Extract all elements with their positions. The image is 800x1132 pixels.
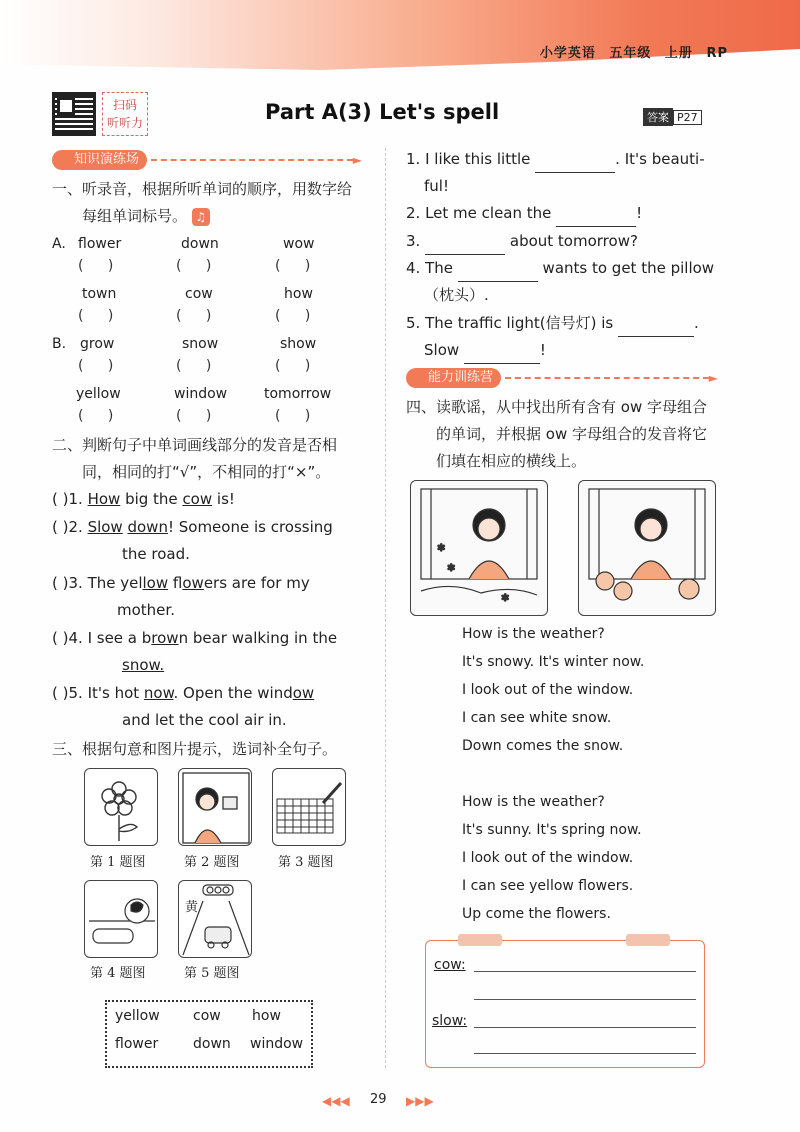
q2-instruction: 二、判断句子中单词画线部分的发音是否相 同，相同的打“√”，不相同的打“×”。 (52, 436, 338, 481)
label-slow: slow: (432, 1013, 468, 1029)
answer-tag[interactable]: 答案 P27 (643, 108, 702, 126)
arrow-icon: ► (708, 371, 718, 385)
r-sentence-4: 4. The wants to get the pillow （枕头）. (406, 259, 715, 304)
r-sentence-2: 2. Let me clean the ! (406, 200, 642, 227)
next-arrows-icon: ▶▶▶ (406, 1094, 434, 1108)
song-text: How is the weather? It's snowy. It's winter now. I look out of the window. I can see white snow. Down comes the snow. How is the weather? It's sunny. It's spring now. I look out of the window. I can see yellow flowers. Up come the flowers. (462, 626, 645, 922)
column-divider (385, 148, 386, 1068)
caption-1: 第 1 题图 (90, 855, 146, 870)
page-title: Part A(3) Let's spell (265, 100, 500, 124)
answer-line-cow-2[interactable] (474, 999, 696, 1000)
answer-box (425, 940, 705, 1068)
svg-text:✻: ✻ (437, 543, 446, 554)
q2-item-1: ( )1. How big the cow is! (52, 490, 235, 508)
answer-blank[interactable] (464, 347, 540, 364)
q2-item-4: ( )4. I see a brown bear walking in the snow. (52, 629, 338, 674)
r-sentence-3: 3. about tomorrow? (406, 228, 638, 255)
qr-code[interactable] (52, 92, 96, 136)
r-sentence-5: 5. The traffic light(信号灯) is . Slow ! (406, 310, 726, 364)
q4-instruction: 四、读歌谣，从中找出所有含有 ow 字母组合 的单词，并根据 ow 字母组合的发音将它 们填在相应的横线上。 (406, 398, 707, 470)
calendar-picture (272, 768, 346, 846)
answer-blank[interactable] (425, 238, 505, 255)
scan-label: 扫码 听听力 (102, 92, 148, 136)
cow-pillow-picture (84, 880, 158, 958)
svg-text:✻: ✻ (501, 593, 510, 604)
svg-text:✻: ✻ (447, 563, 456, 574)
caption-2: 第 2 题图 (184, 855, 240, 870)
caption-5: 第 5 题图 (184, 966, 240, 981)
caption-3: 第 3 题图 (278, 855, 334, 870)
word-box: yellow cow how flower down window (105, 1000, 313, 1068)
girl-cleaning-window-picture (178, 768, 252, 846)
answer-line-cow-1[interactable] (474, 971, 696, 972)
group-a-label: A. (52, 236, 66, 252)
answer-blank[interactable] (535, 156, 615, 173)
page-number: 29 (370, 1092, 387, 1107)
arrow-icon: ► (352, 153, 362, 167)
q3-instruction: 三、根据句意和图片提示，选词补全句子。 (52, 740, 338, 758)
answer-line-slow-1[interactable] (474, 1027, 696, 1028)
light-char: 黄 (185, 900, 199, 915)
q2-item-3: ( )3. The yellow flowers are for my mother. (52, 574, 310, 619)
traffic-car-picture (178, 880, 252, 958)
girl-window-snow-picture (410, 480, 548, 616)
flower-picture (84, 768, 158, 846)
prev-arrows-icon: ◀◀◀ (322, 1094, 350, 1108)
answer-blank[interactable] (458, 265, 538, 282)
answer-blank[interactable] (556, 210, 636, 227)
caption-4: 第 4 题图 (90, 966, 146, 981)
girl-window-flowers-picture (578, 480, 716, 616)
header-text: 小学英语 五年级 上册 RP (539, 46, 728, 61)
q1-instruction: 一、听录音，根据所听单词的顺序，用数字给 每组单词标号。 ♫ (52, 180, 353, 225)
group-b-label: B. (52, 336, 67, 352)
q2-item-5: ( )5. It's hot now. Open the window and let the cool air in. (52, 684, 315, 729)
answer-line-slow-2[interactable] (474, 1053, 696, 1054)
headphones-icon[interactable]: ♫ (192, 208, 210, 226)
q2-item-2: ( )2. Slow down! Someone is crossing the road. (52, 518, 333, 563)
section-banner-1: 知识演练场 ► (52, 150, 362, 170)
section-banner-2: 能力训练营 ► (406, 368, 718, 388)
label-cow: cow: (434, 957, 466, 973)
r-sentence-1: 1. I like this little . It's beauti- ful! (406, 150, 705, 195)
answer-blank[interactable] (618, 320, 694, 337)
